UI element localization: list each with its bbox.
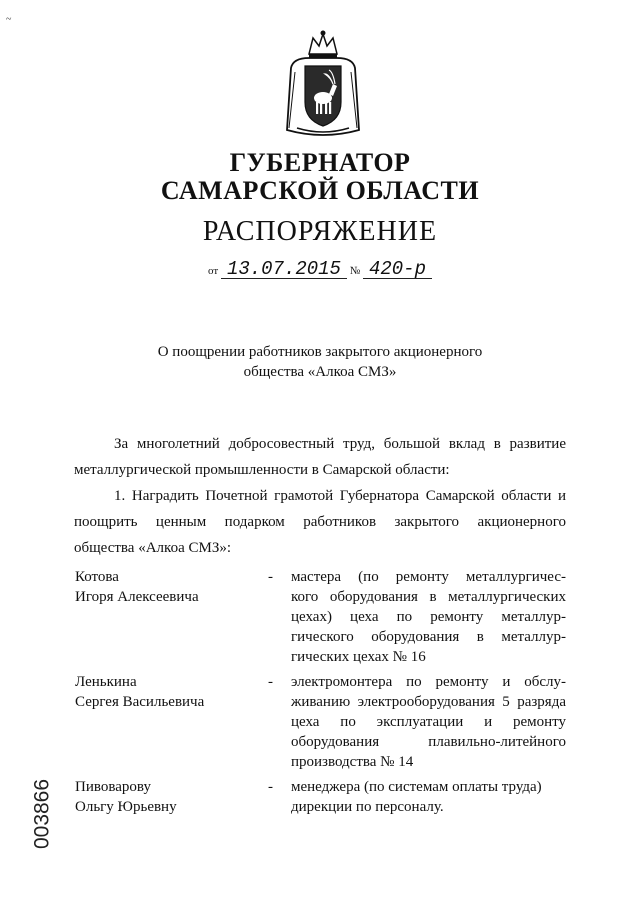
awardee-surname: Котова	[75, 569, 119, 585]
body-paragraph-2	[74, 483, 566, 561]
awardee-dash: -	[268, 569, 273, 585]
paragraph-2-line-1: 1. Наградить Почетной грамотой Губернатора Самарской области и	[114, 488, 566, 504]
position-line: мастера (по ремонту металлургичес-	[291, 569, 566, 585]
position-line: менеджера (по системам оплаты труда)	[291, 779, 542, 795]
position-line: электромонтера по ремонту и обслу-	[291, 674, 566, 690]
awardee-surname: Ленькина	[75, 674, 137, 690]
coat-of-arms-emblem	[283, 28, 363, 142]
subject-line-2: общества «Алкоа СМЗ»	[243, 364, 397, 380]
position-line: гических цехах № 16	[291, 649, 426, 665]
date-number-line	[0, 260, 640, 279]
issuer-title-line-1: ГУБЕРНАТОР	[229, 148, 411, 177]
paragraph-2-line-2: поощрить ценным подарком работников закрытого акционерного	[74, 514, 566, 530]
awardee-dash: -	[268, 674, 273, 690]
paragraph-2-line-3: общества «Алкоа СМЗ»:	[74, 540, 231, 556]
handwritten-number: 420-р	[363, 260, 432, 279]
issuer-title-line-2: САМАРСКОЙ ОБЛАСТИ	[160, 176, 480, 205]
document-type: РАСПОРЯЖЕНИЕ	[202, 216, 438, 247]
position-line: гического оборудования в металлур-	[291, 629, 566, 645]
crown-icon	[309, 31, 337, 60]
awardee-name	[75, 567, 260, 607]
handwritten-date: 13.07.2015	[221, 260, 347, 279]
body-paragraph-1	[74, 431, 566, 483]
awardee-given-names: Ольгу Юрьевну	[75, 799, 177, 815]
awardee-position	[291, 777, 566, 817]
awardee-position	[291, 567, 566, 667]
position-line: кого оборудования в металлургических	[291, 589, 566, 605]
awardee-surname: Пивоварову	[75, 779, 151, 795]
position-line: оборудования плавильно-литейного	[291, 734, 566, 750]
awardee-given-names: Сергея Васильевича	[75, 694, 205, 710]
awardee-position	[291, 672, 566, 772]
stamp-number-text: 003866	[30, 778, 54, 850]
position-line: дирекции по персоналу.	[291, 799, 444, 815]
margin-mark: ~	[6, 14, 12, 25]
number-label: №	[349, 265, 361, 277]
date-label: от	[208, 265, 219, 277]
subject-line-1: О поощрении работников закрытого акционерного	[157, 344, 483, 360]
awardee-dash: -	[268, 779, 273, 795]
awardee-name	[75, 777, 260, 817]
position-line: производства № 14	[291, 754, 414, 770]
awardee-given-names: Игоря Алексеевича	[75, 589, 199, 605]
subject-heading	[0, 342, 640, 382]
position-line: цехах) цеха по ремонту металлур-	[291, 609, 566, 625]
paragraph-1-line-2: металлургической промышленности в Самарской области:	[74, 462, 450, 478]
position-line: живанию электрооборудования 5 разряда	[291, 694, 566, 710]
position-line: цеха по эксплуатации и ремонту	[291, 714, 566, 730]
awardee-name	[75, 672, 260, 712]
registration-stamp-number	[28, 776, 58, 852]
paragraph-1-line-1: За многолетний добросовестный труд, большой вклад в развитие	[114, 436, 566, 452]
